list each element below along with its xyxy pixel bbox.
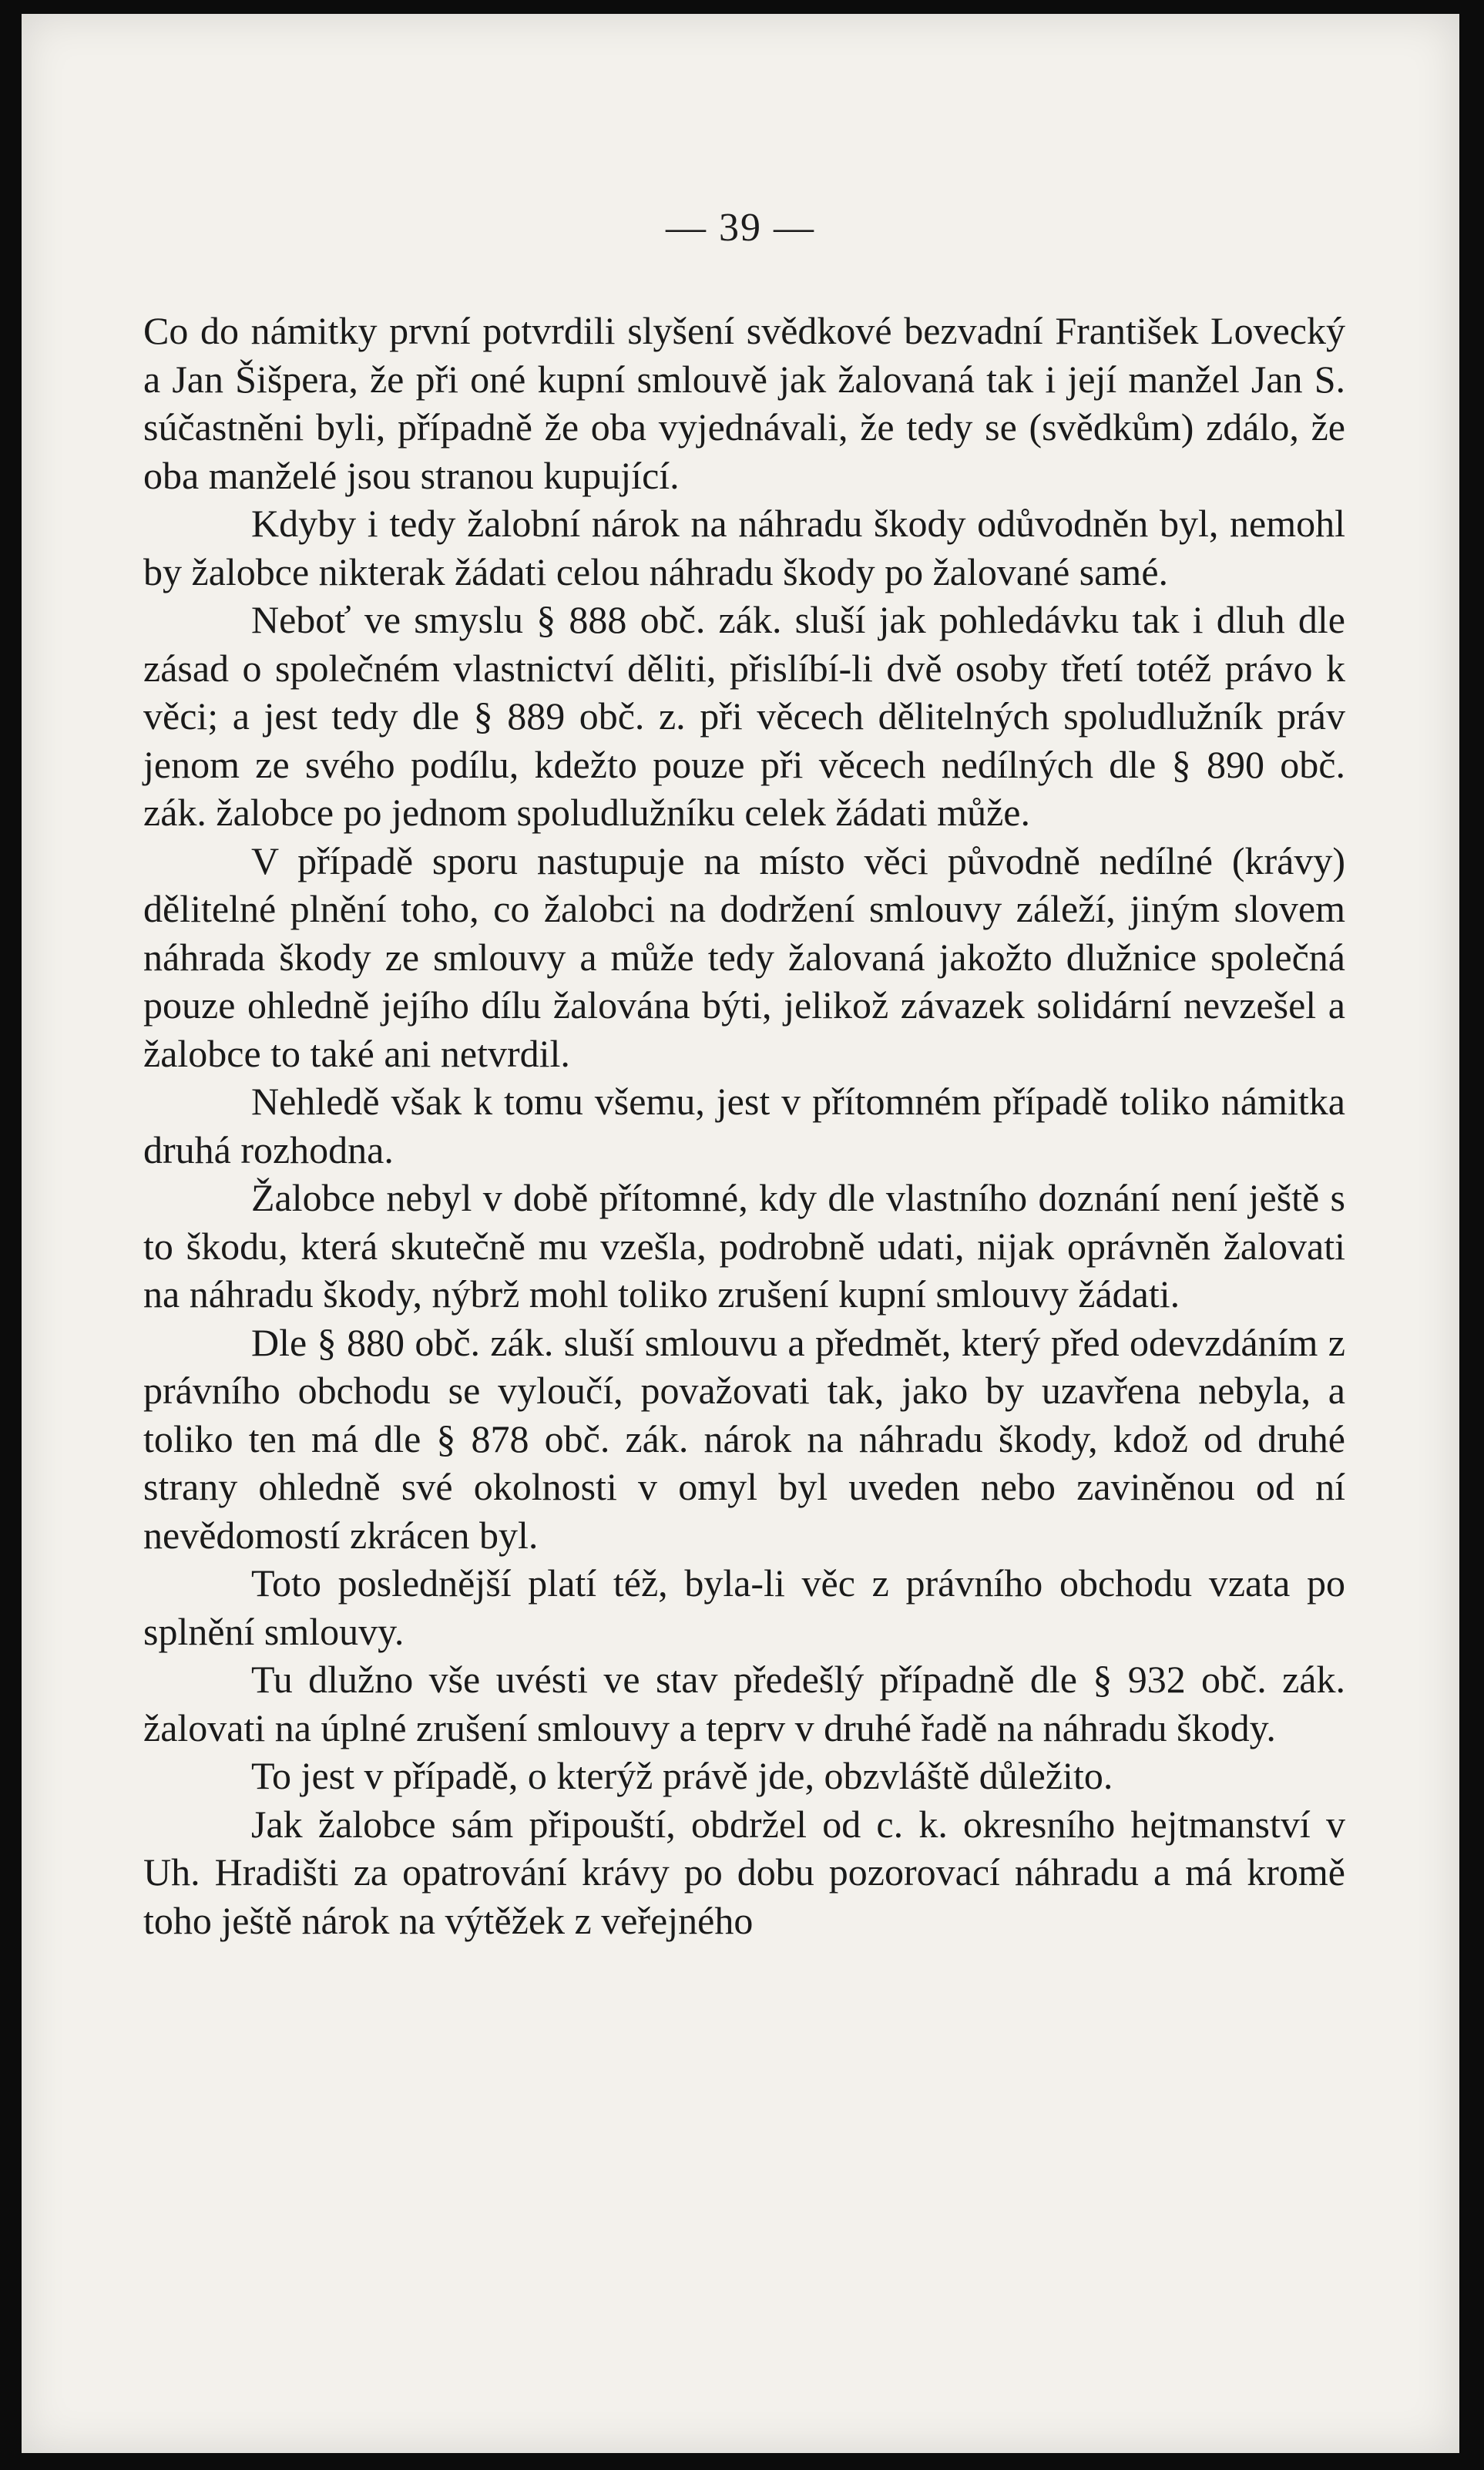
- paragraph-1: Co do námitky první potvrdili slyšení svědkové bezvadní František Lovecký a Jan Šišpera, že při oné kupní smlouvě jak žalovaná tak i její manžel Jan S. súčastněni byli, případně že oba vyjednávali, že tedy se (svědkům) zdálo, že oba manželé jsou stranou kupující.: [143, 309, 1345, 497]
- paragraph-9: Tu dlužno vše uvésti ve stav předešlý případně dle § 932 obč. zák. žalovati na úplné zrušení smlouvy a teprv v druhé řadě na náhradu škody.: [143, 1658, 1345, 1749]
- paragraph-5: Nehledě však k tomu všemu, jest v přítomném případě toliko námitka druhá rozhodna.: [143, 1080, 1345, 1171]
- paragraph-7: Dle § 880 obč. zák. sluší smlouvu a předmět, který před odevzdáním z právního obchodu se vyloučí, považovati tak, jako by uzavřena nebyla, a toliko ten má dle § 878 obč. zák. nárok na náhradu škody, kdož od druhé strany ohledně své okolnosti v omyl byl uveden nebo zaviněnou od ní nevědomostí zkrácen byl.: [143, 1320, 1345, 1557]
- book-page: [22, 14, 1459, 2453]
- body-text: [143, 307, 1345, 1944]
- paragraph-8: Toto poslednější platí též, byla-li věc z právního obchodu vzata po splnění smlouvy.: [143, 1561, 1345, 1653]
- paragraph-6: Žalobce nebyl v době přítomné, kdy dle vlastního doznání není ještě s to škodu, která skutečně mu vzešla, podrobně udati, nijak oprávněn žalovati na náhradu škody, nýbrž mohl toliko zrušení kupní smlouvy žádati.: [143, 1176, 1345, 1316]
- paragraph-11: Jak žalobce sám připouští, obdržel od c. k. okresního hejtmanství v Uh. Hradišti za opatrování krávy po dobu pozorovací náhradu a má kromě toho ještě nárok na výtěžek z veřejného: [143, 1802, 1345, 1942]
- paragraph-2: Kdyby i tedy žalobní nárok na náhradu škody odůvodněn byl, nemohl by žalobce nikterak žádati celou náhradu škody po žalované samé.: [143, 502, 1345, 593]
- paragraph-10: To jest v případě, o kterýž právě jde, obzvláště důležito.: [251, 1754, 1113, 1797]
- page-number: — 39 —: [666, 206, 815, 250]
- paragraph-3: Neboť ve smyslu § 888 obč. zák. sluší jak pohledávku tak i dluh dle zásad o společném vlastnictví děliti, přislíbí-li dvě osoby třetí totéž právo k věci; a jest tedy dle § 889 obč. z. při věcech dělitelných spoludlužník práv jenom ze svého podílu, kdežto pouze při věcech nedílných dle § 890 obč. zák. žalobce po jednom spoludlužníku celek žádati může.: [143, 598, 1345, 834]
- paragraph-4: V případě sporu nastupuje na místo věci původně nedílné (krávy) dělitelné plnění toho, co žalobci na dodržení smlouvy záleží, jiným slovem náhrada škody ze smlouvy a může tedy žalovaná jakožto dlužnice společná pouze ohledně jejího dílu žalována býti, jelikož závazek solidární nevzešel a žalobce to také ani netvrdil.: [143, 838, 1345, 1075]
